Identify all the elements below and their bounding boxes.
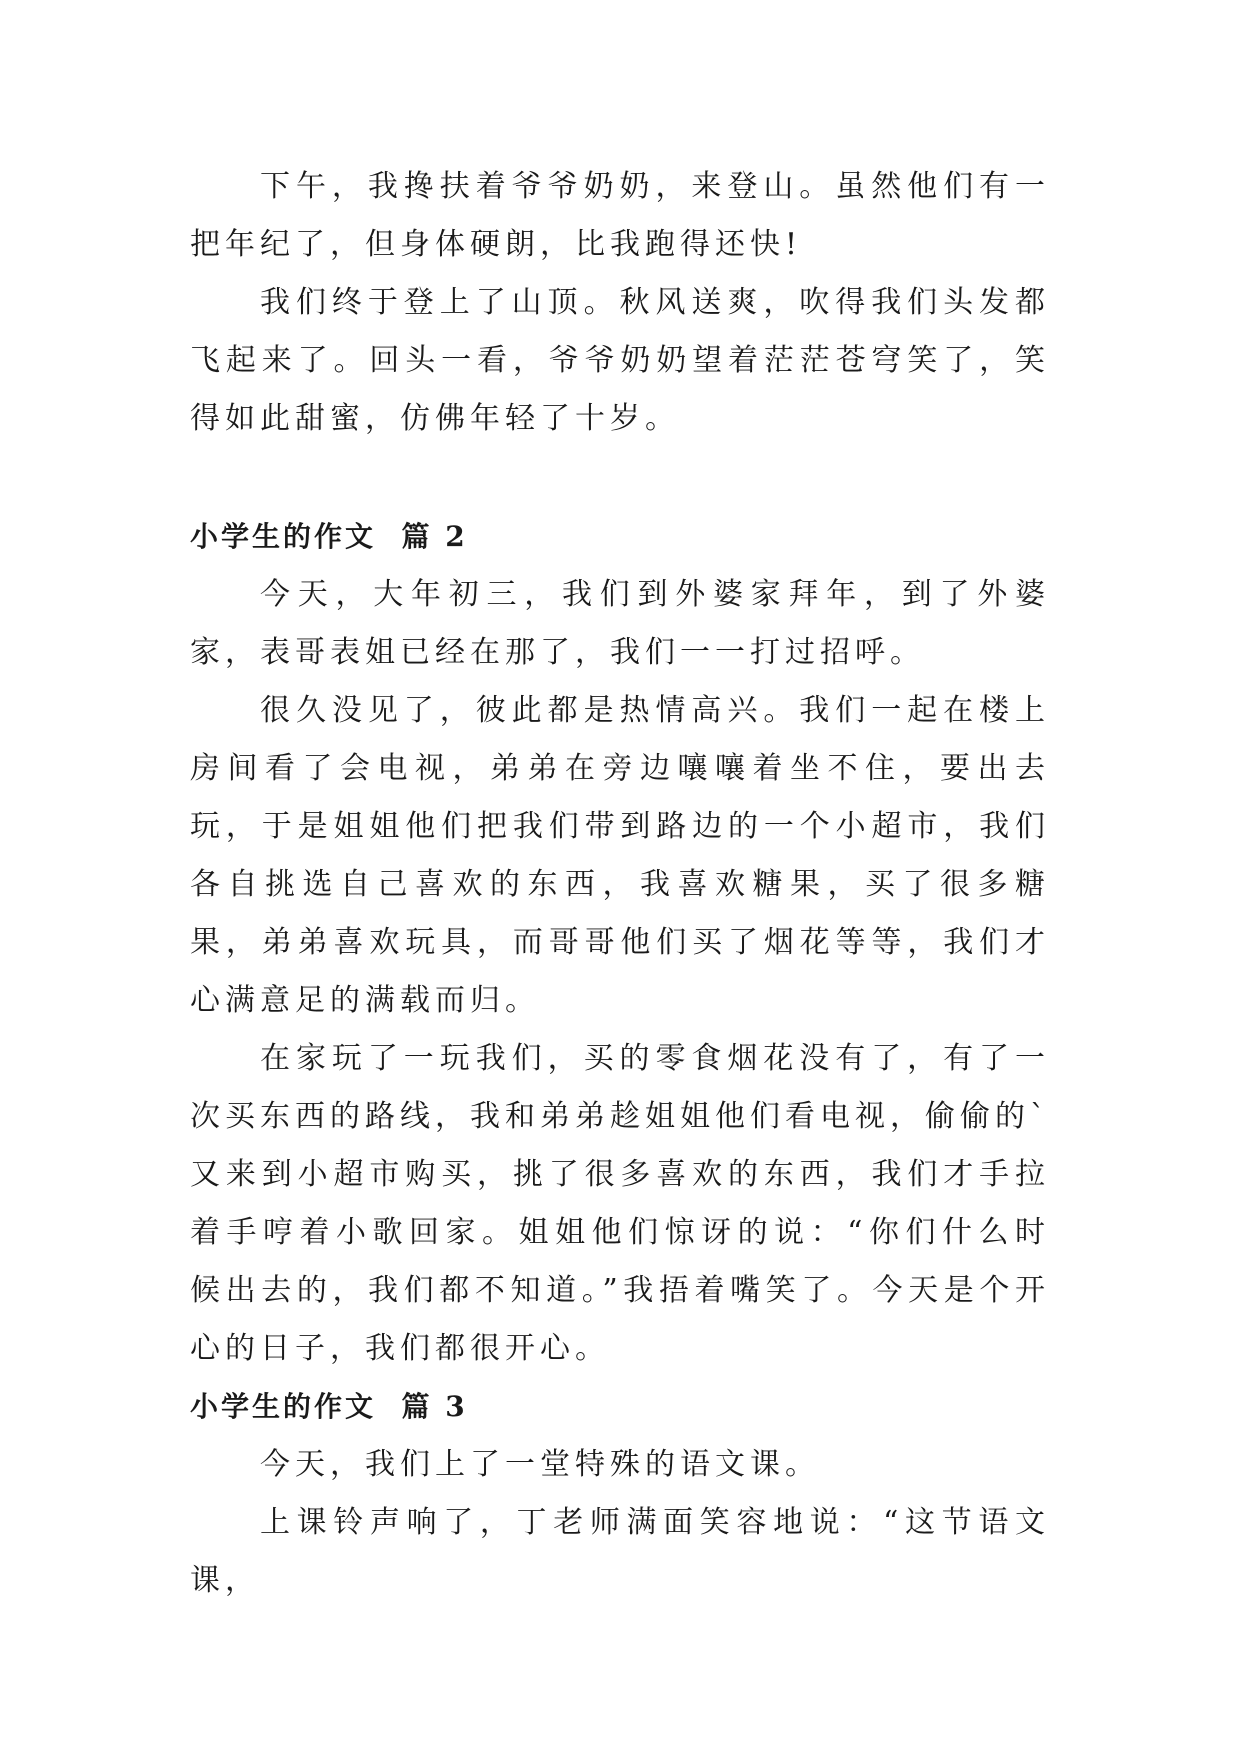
essay-section-3-body [190,1436,1050,1610]
paragraph: 我们终于登上了山顶。秋风送爽，吹得我们头发都飞起来了。回头一看，爷爷奶奶望着茫茫苍穹笑了，笑得如此甜蜜，仿佛年轻了十岁。 [190,285,1050,436]
paragraph: 今天，我们上了一堂特殊的语文课。 [260,1447,820,1482]
section-heading: 小学生的作文 篇 3 [190,1390,468,1423]
essay-section-2-body [190,566,1050,1378]
paragraph: 很久没见了，彼此都是热情高兴。我们一起在楼上房间看了会电视，弟弟在旁边嚷嚷着坐不住，要出去玩，于是姐姐他们把我们带到路边的一个小超市，我们各自挑选自己喜欢的东西，我喜欢糖果，买了很多糖果，弟弟喜欢玩具，而哥哥他们买了烟花等等，我们才心满意足的满载而归。 [190,693,1050,1018]
essay-section-2-heading-wrap [190,508,1050,566]
paragraph: 在家玩了一玩我们，买的零食烟花没有了，有了一次买东西的路线，我和弟弟趁姐姐他们看电视，偷偷的`又来到小超市购买，挑了很多喜欢的东西，我们才手拉着手哼着小歌回家。姐姐他们惊讶的说：“你们什么时候出去的，我们都不知道。”我捂着嘴笑了。今天是个开心的日子，我们都很开心。 [190,1041,1050,1366]
paragraph: 今天，大年初三，我们到外婆家拜年，到了外婆家，表哥表姐已经在那了，我们一一打过招呼。 [190,577,1050,670]
essay-section-3-heading-wrap [190,1378,1050,1436]
paragraph: 上课铃声响了，丁老师满面笑容地说：“这节语文课， [190,1505,1050,1598]
paragraph: 下午，我搀扶着爷爷奶奶，来登山。虽然他们有一把年纪了，但身体硬朗，比我跑得还快! [190,169,1050,262]
essay-section-1-body [190,158,1050,448]
section-heading: 小学生的作文 篇 2 [190,520,468,553]
